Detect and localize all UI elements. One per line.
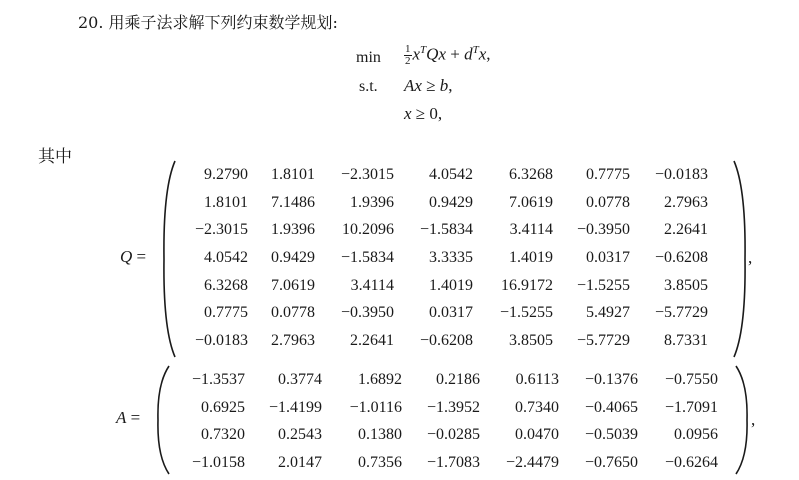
a-matrix-cell: 0.6113: [515, 370, 559, 388]
a-matrix-cell: −0.4065: [584, 398, 638, 416]
q-matrix-row: [183, 299, 708, 327]
a-matrix-cell: −1.7091: [664, 398, 718, 416]
q-matrix-row: [183, 327, 708, 355]
a-matrix-cell: −0.7650: [584, 453, 638, 471]
q-matrix-cell: 3.4114: [509, 221, 553, 239]
a-matrix-cell: −1.3537: [191, 370, 245, 388]
a-matrix-cell: −0.6264: [664, 453, 718, 471]
constraint-inequality: Ax ≥ b,: [404, 76, 453, 95]
q-matrix-cell: 0.0778: [586, 193, 630, 211]
a-matrix-cell: −0.0285: [426, 426, 480, 444]
q-left-paren: [159, 159, 181, 359]
q-matrix-cell: −2.3015: [340, 165, 394, 183]
a-matrix-cell: −0.1376: [584, 370, 638, 388]
q-matrix-cell: 16.9172: [501, 276, 553, 294]
q-matrix-cell: −0.0183: [194, 331, 248, 349]
subject-to-label: s.t.: [359, 78, 378, 95]
a-matrix-row: [177, 366, 718, 394]
q-matrix-cell: −0.3950: [576, 221, 630, 239]
a-matrix-label: A =: [116, 408, 141, 427]
q-matrix-cell: 3.4114: [350, 276, 394, 294]
q-trailing-comma: ,: [748, 248, 753, 267]
q-matrix-cell: 6.3268: [509, 165, 553, 183]
objective-expression: $\frac{1}{2}$ $x^TQx + d^Tx$,: [405, 43, 491, 68]
q-matrix-label: Q =: [120, 247, 147, 266]
q-right-paren: [728, 159, 753, 359]
a-left-paren: [153, 364, 175, 476]
q-matrix-cell: −5.7729: [654, 304, 708, 322]
a-matrix-table: [177, 366, 718, 477]
q-matrix-cell: 7.1486: [271, 193, 315, 211]
q-matrix-cell: 4.0542: [429, 165, 473, 183]
a-matrix-cell: 1.6892: [358, 370, 402, 388]
q-matrix-cell: 1.4019: [429, 276, 473, 294]
problem-header: [78, 10, 338, 33]
q-matrix-cell: 0.7775: [586, 165, 630, 183]
q-matrix-cell: 1.9396: [350, 193, 394, 211]
one-half-fraction: $\frac{1}{2}$: [405, 43, 411, 68]
q-matrix-cell: 2.2641: [664, 221, 708, 239]
problem-statement: 用乘子法求解下列约束数学规划:: [108, 13, 338, 32]
q-matrix-cell: −0.6208: [419, 331, 473, 349]
q-matrix-cell: 10.2096: [342, 221, 394, 239]
a-matrix-cell: −1.4199: [268, 398, 322, 416]
q-matrix-cell: 3.3335: [429, 248, 473, 266]
q-matrix-cell: 2.7963: [664, 193, 708, 211]
q-matrix-cell: 0.0778: [271, 304, 315, 322]
q-matrix-row: [183, 244, 708, 272]
q-matrix-cell: 0.9429: [429, 193, 473, 211]
a-matrix-cell: 0.7320: [201, 426, 245, 444]
q-matrix-row: [183, 272, 708, 300]
q-matrix-cell: 0.9429: [271, 248, 315, 266]
a-matrix-cell: 0.6925: [201, 398, 245, 416]
q-matrix-cell: −1.5255: [499, 304, 553, 322]
a-matrix-cell: 0.2543: [278, 426, 322, 444]
q-matrix-cell: 4.0542: [204, 248, 248, 266]
a-matrix-cell: 0.2186: [436, 370, 480, 388]
q-matrix-cell: 8.7331: [664, 331, 708, 349]
q-matrix-cell: −1.5255: [576, 276, 630, 294]
problem-number: 20.: [78, 13, 104, 32]
q-matrix-cell: 5.4927: [586, 304, 630, 322]
q-matrix-cell: −0.0183: [654, 165, 708, 183]
a-matrix-cell: 0.1380: [358, 426, 402, 444]
q-matrix-cell: 1.9396: [271, 221, 315, 239]
a-matrix-cell: −1.7083: [426, 453, 480, 471]
q-matrix-row: [183, 189, 708, 217]
a-matrix-cell: 0.0956: [674, 426, 718, 444]
a-matrix-row: [177, 449, 718, 477]
q-matrix-row: [183, 216, 708, 244]
q-matrix-cell: 0.0317: [429, 304, 473, 322]
q-matrix-cell: −0.6208: [654, 248, 708, 266]
a-matrix-cell: 0.0470: [515, 426, 559, 444]
a-right-paren: [730, 364, 752, 476]
a-matrix-cell: −1.0158: [191, 453, 245, 471]
a-matrix-cell: −1.3952: [426, 398, 480, 416]
q-matrix-cell: 1.8101: [204, 193, 248, 211]
q-matrix-cell: −2.3015: [194, 221, 248, 239]
where-label: 其中: [38, 147, 72, 167]
q-matrix-cell: −1.5834: [340, 248, 394, 266]
q-matrix-cell: 2.2641: [350, 331, 394, 349]
a-matrix-cell: 0.7356: [358, 453, 402, 471]
q-matrix-cell: 1.4019: [509, 248, 553, 266]
min-label: min: [356, 49, 381, 66]
q-matrix-cell: 3.8505: [664, 276, 708, 294]
a-matrix-cell: 2.0147: [278, 453, 322, 471]
a-matrix-cell: −0.7550: [664, 370, 718, 388]
q-matrix-cell: 9.2790: [204, 165, 248, 183]
a-matrix-cell: −0.5039: [584, 426, 638, 444]
q-matrix-cell: 3.8505: [509, 331, 553, 349]
q-matrix-cell: 7.0619: [509, 193, 553, 211]
a-matrix-cell: 0.3774: [278, 370, 322, 388]
q-matrix-cell: 2.7963: [271, 331, 315, 349]
q-matrix-table: [183, 161, 708, 355]
constraint-nonnegativity: x ≥ 0,: [404, 104, 443, 123]
q-matrix-cell: 0.0317: [586, 248, 630, 266]
a-matrix-row: [177, 421, 718, 449]
q-matrix-cell: −1.5834: [419, 221, 473, 239]
a-matrix-cell: 0.7340: [515, 398, 559, 416]
a-trailing-comma: ,: [751, 410, 756, 429]
a-matrix-cell: −1.0116: [349, 398, 402, 416]
q-matrix-cell: −0.3950: [340, 304, 394, 322]
a-matrix: [177, 366, 718, 477]
q-matrix-row: [183, 161, 708, 189]
q-matrix-cell: −5.7729: [576, 331, 630, 349]
q-matrix-cell: 7.0619: [271, 276, 315, 294]
q-matrix-cell: 0.7775: [204, 304, 248, 322]
q-matrix-cell: 6.3268: [204, 276, 248, 294]
q-matrix-cell: 1.8101: [271, 165, 315, 183]
a-matrix-row: [177, 394, 718, 422]
a-matrix-cell: −2.4479: [505, 453, 559, 471]
q-matrix: [183, 161, 708, 355]
